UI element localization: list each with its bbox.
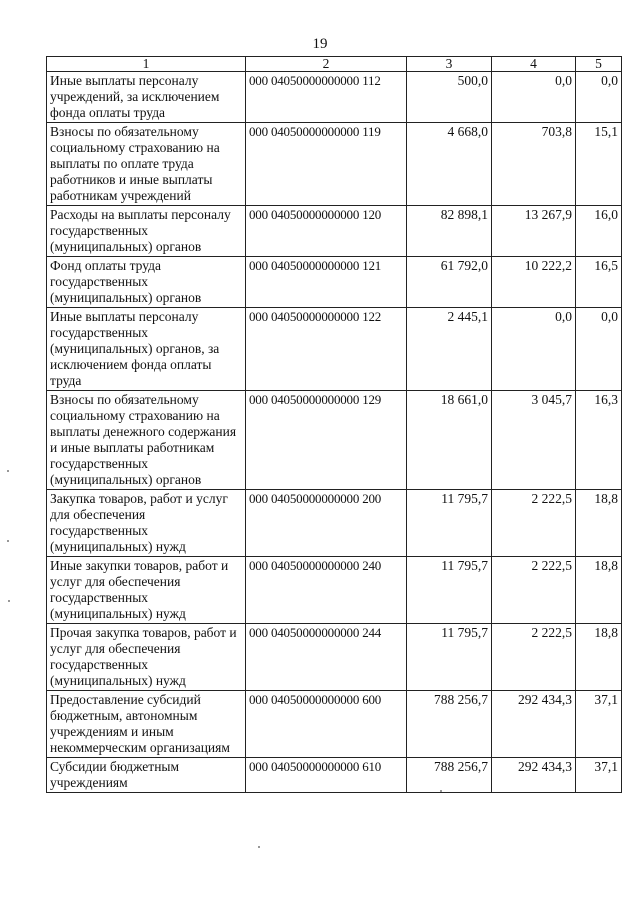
value-cell: 13 267,9 [492, 206, 576, 257]
percent-cell: 16,3 [576, 391, 622, 490]
value-cell: 788 256,7 [407, 691, 492, 758]
table-row [47, 72, 622, 123]
value-cell: 11 795,7 [407, 557, 492, 624]
value-cell: 11 795,7 [407, 490, 492, 557]
expense-name-cell: Иные закупки товаров, работ и услуг для обеспечения государственных (муниципальных) нужд [47, 557, 246, 624]
value-cell: 2 445,1 [407, 308, 492, 391]
budget-code-cell: 000 04050000000000 244 [246, 624, 407, 691]
scan-speck [7, 470, 9, 472]
scan-speck [7, 540, 9, 542]
percent-cell: 37,1 [576, 691, 622, 758]
column-header: 5 [576, 57, 622, 72]
value-cell: 500,0 [407, 72, 492, 123]
percent-cell: 18,8 [576, 490, 622, 557]
expense-name-cell: Закупка товаров, работ и услуг для обеспечения государственных (муниципальных) нужд [47, 490, 246, 557]
expense-name-cell: Субсидии бюджетным учреждениям [47, 758, 246, 793]
budget-code-cell: 000 04050000000000 600 [246, 691, 407, 758]
value-cell: 0,0 [492, 308, 576, 391]
value-cell: 11 795,7 [407, 624, 492, 691]
scan-speck [258, 846, 260, 848]
scan-speck [440, 790, 442, 792]
budget-code-cell: 000 04050000000000 112 [246, 72, 407, 123]
table-row [47, 308, 622, 391]
value-cell: 18 661,0 [407, 391, 492, 490]
budget-table [46, 56, 622, 793]
percent-cell: 18,8 [576, 624, 622, 691]
scan-speck [8, 600, 10, 602]
expense-name-cell: Прочая закупка товаров, работ и услуг для обеспечения государственных (муниципальных) нужд [47, 624, 246, 691]
percent-cell: 18,8 [576, 557, 622, 624]
budget-code-cell: 000 04050000000000 200 [246, 490, 407, 557]
table-row [47, 490, 622, 557]
table-header-row [47, 57, 622, 72]
column-header: 3 [407, 57, 492, 72]
budget-code-cell: 000 04050000000000 120 [246, 206, 407, 257]
percent-cell: 16,5 [576, 257, 622, 308]
column-header: 2 [246, 57, 407, 72]
value-cell: 10 222,2 [492, 257, 576, 308]
budget-code-cell: 000 04050000000000 122 [246, 308, 407, 391]
value-cell: 2 222,5 [492, 557, 576, 624]
table-row [47, 691, 622, 758]
value-cell: 82 898,1 [407, 206, 492, 257]
percent-cell: 0,0 [576, 72, 622, 123]
percent-cell: 15,1 [576, 123, 622, 206]
value-cell: 292 434,3 [492, 691, 576, 758]
table-row [47, 758, 622, 793]
value-cell: 3 045,7 [492, 391, 576, 490]
value-cell: 703,8 [492, 123, 576, 206]
value-cell: 292 434,3 [492, 758, 576, 793]
value-cell: 61 792,0 [407, 257, 492, 308]
budget-code-cell: 000 04050000000000 610 [246, 758, 407, 793]
page-number: 19 [312, 36, 328, 52]
percent-cell: 37,1 [576, 758, 622, 793]
table-row [47, 206, 622, 257]
expense-name-cell: Взносы по обязательному социальному страхованию на выплаты по оплате труда работников и иные выплаты работникам учреждений [47, 123, 246, 206]
percent-cell: 16,0 [576, 206, 622, 257]
expense-name-cell: Иные выплаты персоналу учреждений, за исключением фонда оплаты труда [47, 72, 246, 123]
value-cell: 4 668,0 [407, 123, 492, 206]
table-row [47, 557, 622, 624]
table-row [47, 123, 622, 206]
table-row [47, 257, 622, 308]
value-cell: 2 222,5 [492, 490, 576, 557]
column-header: 1 [47, 57, 246, 72]
table-row [47, 624, 622, 691]
expense-name-cell: Иные выплаты персоналу государственных (муниципальных) органов, за исключением фонда оплаты труда [47, 308, 246, 391]
budget-code-cell: 000 04050000000000 129 [246, 391, 407, 490]
budget-code-cell: 000 04050000000000 240 [246, 557, 407, 624]
table-row [47, 391, 622, 490]
expense-name-cell: Расходы на выплаты персоналу государственных (муниципальных) органов [47, 206, 246, 257]
column-header: 4 [492, 57, 576, 72]
budget-code-cell: 000 04050000000000 119 [246, 123, 407, 206]
expense-name-cell: Фонд оплаты труда государственных (муниципальных) органов [47, 257, 246, 308]
value-cell: 0,0 [492, 72, 576, 123]
budget-code-cell: 000 04050000000000 121 [246, 257, 407, 308]
percent-cell: 0,0 [576, 308, 622, 391]
value-cell: 788 256,7 [407, 758, 492, 793]
expense-name-cell: Взносы по обязательному социальному страхованию на выплаты денежного содержания и иные выплаты работникам государственных (муниципальных) органов [47, 391, 246, 490]
value-cell: 2 222,5 [492, 624, 576, 691]
expense-name-cell: Предоставление субсидий бюджетным, автономным учреждениям и иным некоммерческим организациям [47, 691, 246, 758]
